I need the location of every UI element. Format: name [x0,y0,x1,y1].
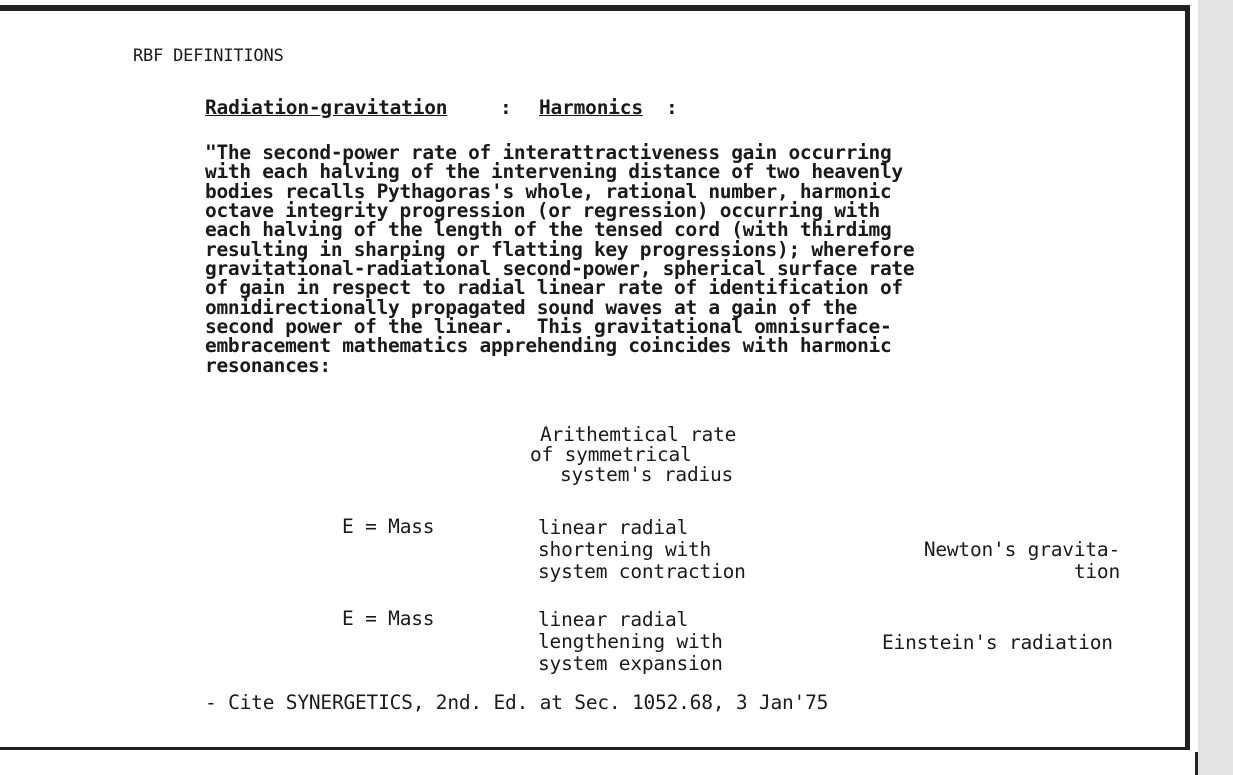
description-line: system contraction [538,560,746,583]
quote-line: with each halving of the intervening distance of two heavenly [205,160,903,184]
quote-line: each halving of the length of the tensed cord (with thirdimg [205,218,892,242]
description-contraction [538,517,746,583]
quote-line: "The second-power rate of interattractiveness gain occurring [205,141,892,164]
heading-separator: : [500,96,512,119]
scan-margin [1198,0,1233,775]
description-line: lengthening with [538,630,723,653]
citation: - Cite SYNERGETICS, 2nd. Ed. at Sec. 1052.68, 3 Jan'75 [205,691,829,714]
quote-line: omnidirectionally propagated sound waves at a gain of the [205,295,858,319]
equation-newton: E = Mass [342,515,435,538]
definition-quote [205,143,1105,375]
quote-line: of gain in respect to radial linear rate of identification of [205,276,903,300]
description-expansion [538,609,723,675]
heading-harmonics: Harmonics [539,96,643,119]
rate-column-header [530,424,736,486]
description-line: linear radial [538,608,689,631]
column-header-line: system's radius [560,463,734,486]
quote-line: octave integrity progression (or regression) occurring with [205,199,880,223]
description-line: linear radial [538,516,689,539]
quote-line: resulting in sharping or flatting key progressions); wherefore [205,237,915,261]
quote-line: gravitational-radiational second-power, spherical surface rate [205,257,915,281]
attribution-newton [880,539,1120,583]
heading-radiation-gravitation: Radiation-gravitation [205,96,448,119]
quote-line: second power of the linear. This gravitational omnisurface- [205,315,892,339]
equation-einstein: E = Mass [342,607,435,630]
heading-trailing-colon: : [666,96,678,119]
attribution-line: Newton's gravita- [923,538,1120,561]
description-line: shortening with [538,538,712,561]
card-header: RBF DEFINITIONS [133,46,284,66]
quote-line: resonances: [205,353,331,377]
column-header-line: of symmetrical [530,443,692,466]
attribution-line: tion [1073,560,1120,583]
next-card-edge [0,752,1198,775]
column-header-line: Arithemtical rate [540,423,737,446]
quote-line: embracement mathematics apprehending coincides with harmonic [205,334,892,358]
attribution-einstein: Einstein's radiation [882,631,1113,654]
quote-line: bodies recalls Pythagoras's whole, rational number, harmonic [205,179,892,203]
description-line: system expansion [538,652,723,675]
